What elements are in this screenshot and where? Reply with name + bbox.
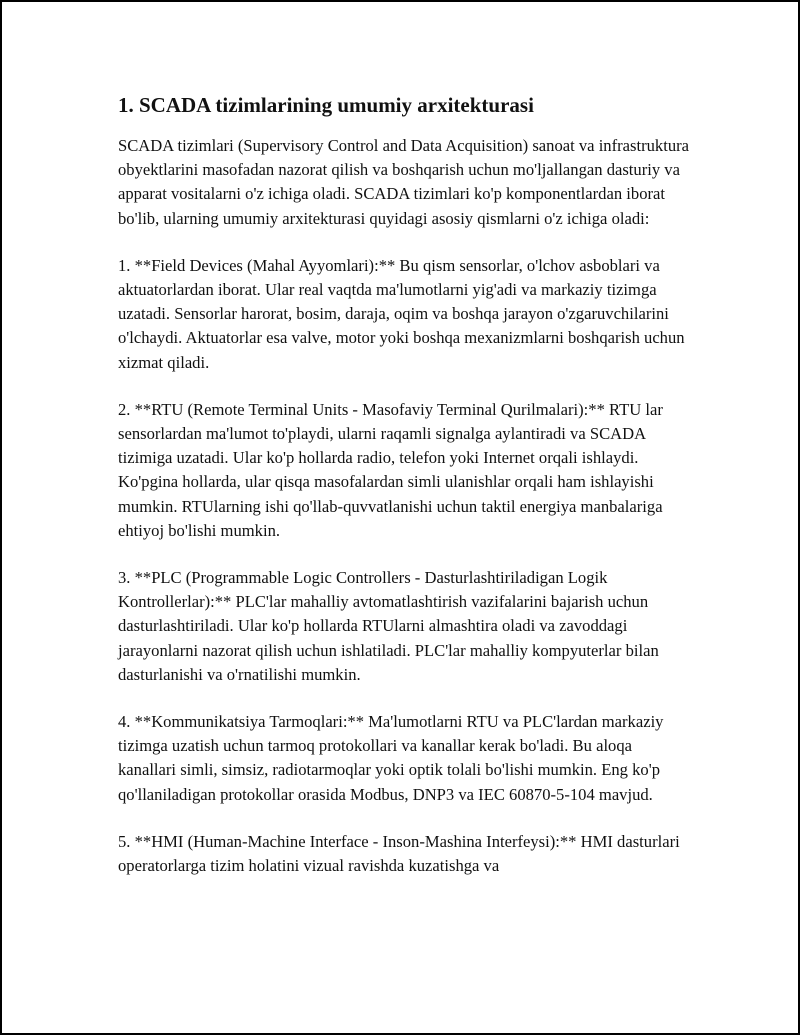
plc-paragraph: 3. **PLC (Programmable Logic Controllers - Dasturlashtiriladigan Logik Kontrollerlar):** PLC'lar mahalliy avtomatlashtirish vazifalarini bajarish uchun dasturlashtiriladi. Ular ko'p hollarda RTUlarni almashtira oladi va zavoddagi jarayonlarni nazorat qilish uchun ishlatiladi. PLC'lar mahalliy kompyuterlar bilan dasturlanishi va o'rnatilishi mumkin. xyxy=(118,568,659,684)
rtu-paragraph: 2. **RTU (Remote Terminal Units - Masofaviy Terminal Qurilmalari):** RTU lar sensorlardan ma'lumot to'playdi, ularni raqamli signalga aylantiradi va SCADA tizimiga uzatadi. Ular ko'p hollarda radio, telefon yoki Internet orqali ishlaydi. Ko'pgina hollarda, ular qisqa masofalardan simli ulanishlar orqali ham ishlayishi mumkin. RTUlarning ishi qo'llab-quvvatlanishi uchun taktil energiya manbalariga ehtiyoj bo'lishi mumkin. xyxy=(118,399,663,540)
field-devices-paragraph: 1. **Field Devices (Mahal Ayyomlari):** Bu qism sensorlar, o'lchov asboblari va aktuatorlardan iborat. Ular real vaqtda ma'lumotlarni yig'adi va markaziy tizimga uzatadi. Sensorlar harorat, bosim, daraja, oqim va boshqa jarayon o'zgaruvchilarini o'lchaydi. Aktuatorlar esa valve, motor yoki boshqa mexanizmlarni boshqarish uchun xizmat qiladi. xyxy=(118,255,685,372)
communication-networks-paragraph: 4. **Kommunikatsiya Tarmoqlari:** Ma'lumotlarni RTU va PLC'lardan markaziy tizimga uzatish uchun tarmoq protokollari va kanallar kerak bo'ladi. Bu aloqa kanallari simli, simsiz, radiotarmoqlar yoki optik tolali bo'lishi mumkin. Eng ko'p qo'llaniladigan protokollar orasida Modbus, DNP3 va IEC 60870-5-104 mavjud. xyxy=(118,712,664,804)
section-heading: 1. SCADA tizimlarining umumiy arxitekturasi xyxy=(118,93,534,117)
document-body xyxy=(118,90,690,901)
intro-paragraph: SCADA tizimlari (Supervisory Control and Data Acquisition) sanoat va infrastruktura obyektlarini masofadan nazorat qilish va boshqarish uchun mo'ljallangan dasturiy va apparat vositalarni o'z ichiga oladi. SCADA tizimlari ko'p komponentlardan iborat bo'lib, ularning umumiy arxitekturasi quyidagi asosiy qismlarni o'z ichiga oladi: xyxy=(118,136,690,228)
hmi-paragraph: 5. **HMI (Human-Machine Interface - Inson-Mashina Interfeysi):** HMI dasturlari operatorlarga tizim holatini vizual ravishda kuzatishga va xyxy=(118,831,680,876)
